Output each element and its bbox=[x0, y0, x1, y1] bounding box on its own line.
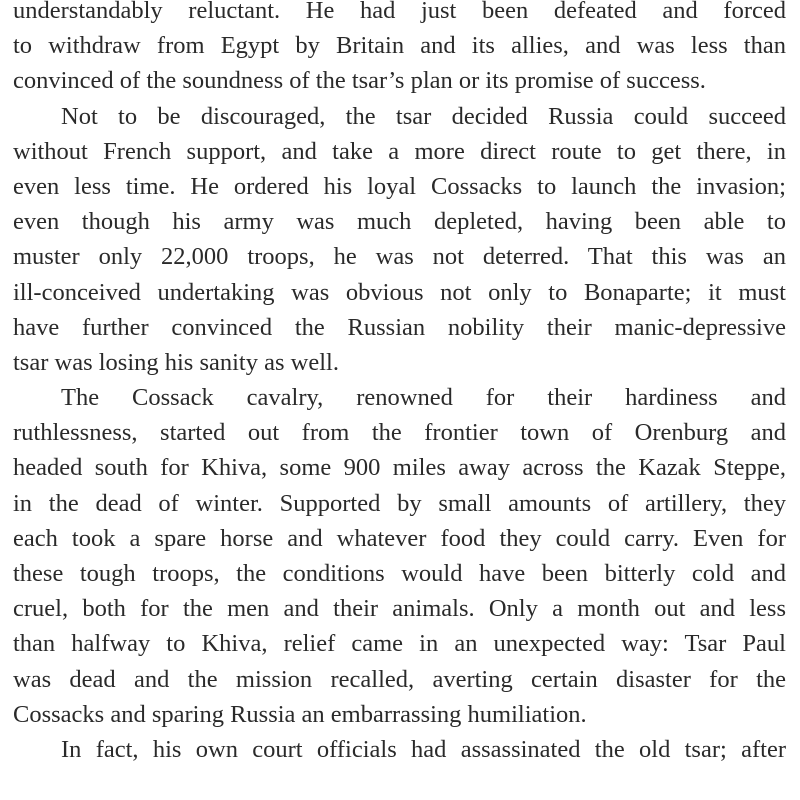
text-line: In fact, his own court officials had assassinated the old tsar; after bbox=[61, 735, 786, 763]
text-line: cruel, both for the men and their animals. Only a month out and less bbox=[13, 595, 786, 623]
text-line: even though his army was much depleted, having been able to bbox=[13, 208, 786, 236]
text-line: in the dead of winter. Supported by small amounts of artillery, they bbox=[13, 489, 786, 517]
text-line: headed south for Khiva, some 900 miles away across the Kazak Steppe, bbox=[13, 454, 786, 482]
body-text bbox=[13, 0, 786, 767]
text-line: have further convinced the Russian nobility their manic-depressive bbox=[13, 313, 786, 341]
text-line: The Cossack cavalry, renowned for their hardiness and bbox=[61, 384, 786, 412]
text-line: even less time. He ordered his loyal Cossacks to launch the invasion; bbox=[13, 172, 786, 200]
text-line: ruthlessness, started out from the frontier town of Orenburg and bbox=[13, 419, 786, 447]
paragraph bbox=[13, 732, 786, 767]
paragraph bbox=[13, 99, 786, 381]
text-line: muster only 22,000 troops, he was not deterred. That this was an bbox=[13, 243, 786, 271]
text-line: understandably reluctant. He had just been defeated and forced bbox=[13, 0, 786, 24]
text-line: than halfway to Khiva, relief came in an unexpected way: Tsar Paul bbox=[13, 630, 786, 658]
paragraph bbox=[13, 0, 786, 99]
text-line: Not to be discouraged, the tsar decided Russia could succeed bbox=[61, 102, 786, 130]
text-line: ill-conceived undertaking was obvious not only to Bonaparte; it must bbox=[13, 278, 786, 306]
text-line: Cossacks and sparing Russia an embarrassing humiliation. bbox=[13, 700, 587, 728]
text-line: convinced of the soundness of the tsar’s plan or its promise of success. bbox=[13, 67, 706, 95]
text-line: each took a spare horse and whatever food they could carry. Even for bbox=[13, 524, 786, 552]
text-line: was dead and the mission recalled, averting certain disaster for the bbox=[13, 665, 786, 693]
text-line: without French support, and take a more direct route to get there, in bbox=[13, 137, 786, 165]
text-line: these tough troops, the conditions would have been bitterly cold and bbox=[13, 560, 786, 587]
text-line: to withdraw from Egypt by Britain and its allies, and was less than bbox=[13, 32, 786, 60]
paragraph bbox=[13, 380, 786, 732]
text-line: tsar was losing his sanity as well. bbox=[13, 348, 339, 376]
